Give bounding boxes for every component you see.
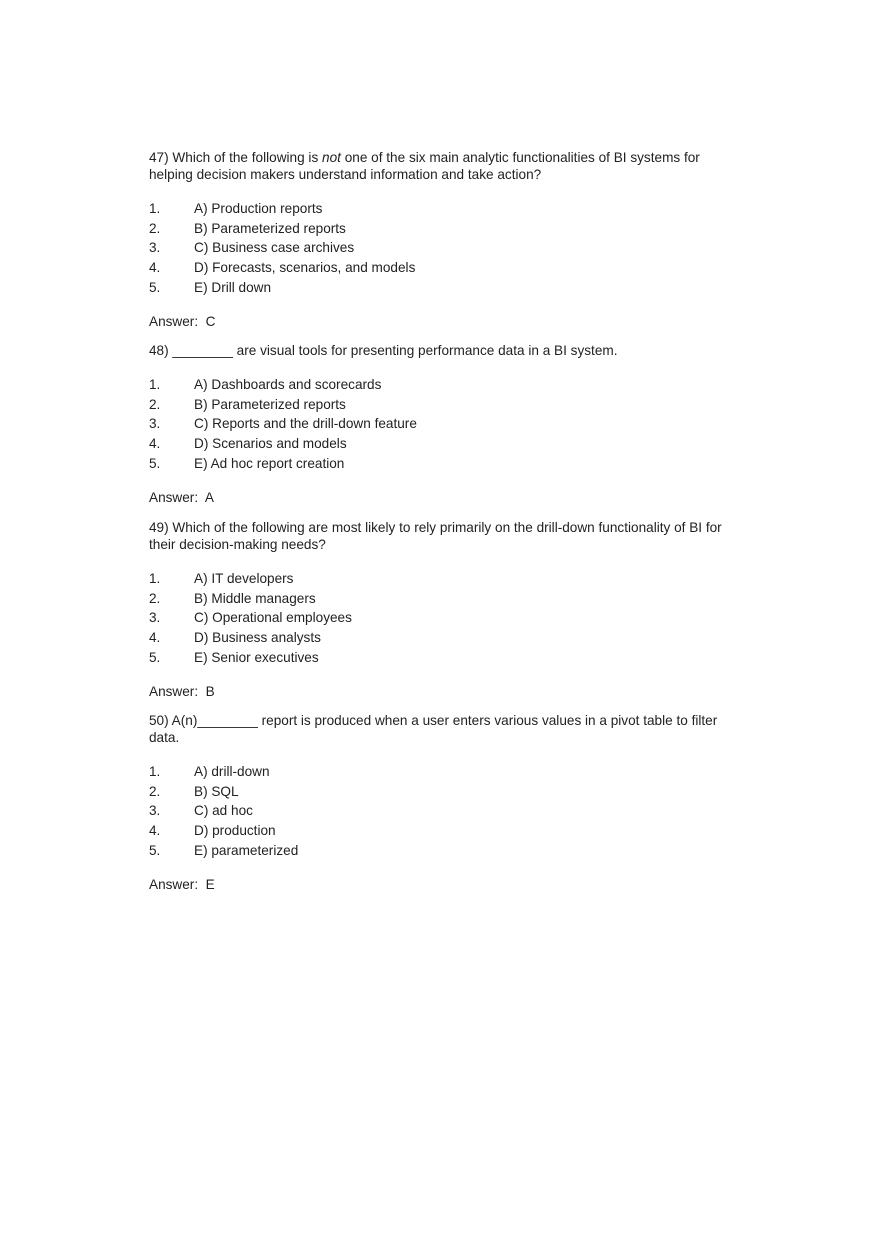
option-text: A) drill-down bbox=[194, 764, 270, 779]
list-item bbox=[149, 434, 739, 454]
option-text: A) Dashboards and scorecards bbox=[194, 377, 382, 392]
list-item bbox=[149, 821, 739, 841]
list-item bbox=[149, 414, 739, 434]
question-stem-text: 48) ________ are visual tools for presenting performance data in a BI system. bbox=[149, 343, 618, 358]
question-stem bbox=[149, 149, 739, 183]
option-number: 2. bbox=[149, 783, 161, 799]
question-stem-text: 50) A(n)________ report is produced when a user enters various values in a pivot table to filter data. bbox=[149, 713, 718, 745]
question-49 bbox=[149, 519, 739, 700]
option-number: 5. bbox=[149, 649, 161, 665]
option-text: C) Operational employees bbox=[194, 610, 352, 626]
answer-text: Answer: A bbox=[149, 490, 214, 506]
question-stem bbox=[149, 712, 739, 746]
option-list bbox=[149, 762, 739, 860]
option-list bbox=[149, 375, 739, 473]
option-text: A) Production reports bbox=[194, 201, 323, 216]
question-stem-text: one of the six main analytic functionalities of BI systems for helping decision makers understand information and take action? bbox=[149, 150, 700, 182]
question-48 bbox=[149, 342, 739, 506]
option-number: 5. bbox=[149, 279, 161, 295]
question-stem bbox=[149, 519, 739, 553]
option-number: 4. bbox=[149, 260, 161, 276]
option-number: 1. bbox=[149, 764, 161, 779]
list-item bbox=[149, 628, 739, 648]
option-text: E) parameterized bbox=[194, 842, 299, 858]
question-stem-text: 49) Which of the following are most likely to rely primarily on the drill-down functionality of BI for their decision-making needs? bbox=[149, 520, 722, 552]
option-text: D) production bbox=[194, 823, 276, 839]
list-item bbox=[149, 841, 739, 861]
option-text: D) Forecasts, scenarios, and models bbox=[194, 260, 416, 276]
answer-text: Answer: C bbox=[149, 314, 216, 330]
list-item bbox=[149, 278, 739, 298]
option-number: 3. bbox=[149, 803, 161, 819]
list-item bbox=[149, 395, 739, 415]
option-text: B) SQL bbox=[194, 783, 239, 799]
option-text: D) Scenarios and models bbox=[194, 436, 347, 452]
list-item bbox=[149, 454, 739, 474]
option-number: 5. bbox=[149, 842, 161, 858]
option-number: 1. bbox=[149, 571, 161, 586]
option-number: 2. bbox=[149, 220, 161, 236]
option-number: 4. bbox=[149, 630, 161, 646]
option-number: 5. bbox=[149, 455, 161, 471]
option-text: C) ad hoc bbox=[194, 803, 253, 819]
option-number: 1. bbox=[149, 201, 161, 216]
list-item bbox=[149, 258, 739, 278]
list-item bbox=[149, 199, 739, 219]
option-text: E) Senior executives bbox=[194, 649, 319, 665]
list-item bbox=[149, 589, 739, 609]
option-text: B) Middle managers bbox=[194, 590, 316, 606]
list-item bbox=[149, 375, 739, 395]
question-50 bbox=[149, 712, 739, 893]
option-text: C) Reports and the drill-down feature bbox=[194, 416, 417, 432]
list-item bbox=[149, 569, 739, 589]
option-number: 2. bbox=[149, 396, 161, 412]
question-stem bbox=[149, 342, 739, 359]
option-number: 4. bbox=[149, 436, 161, 452]
question-stem-text: 47) Which of the following is bbox=[149, 150, 323, 165]
question-47 bbox=[149, 149, 739, 330]
option-number: 4. bbox=[149, 823, 161, 839]
option-text: E) Ad hoc report creation bbox=[194, 455, 345, 471]
option-list bbox=[149, 199, 739, 297]
list-item bbox=[149, 238, 739, 258]
option-number: 2. bbox=[149, 590, 161, 606]
list-item bbox=[149, 608, 739, 628]
list-item bbox=[149, 648, 739, 668]
list-item bbox=[149, 801, 739, 821]
option-number: 3. bbox=[149, 610, 161, 626]
answer-text: Answer: B bbox=[149, 684, 215, 700]
option-text: D) Business analysts bbox=[194, 630, 321, 646]
option-list bbox=[149, 569, 739, 667]
option-text: E) Drill down bbox=[194, 279, 272, 295]
list-item bbox=[149, 762, 739, 782]
question-stem-emphasis: not bbox=[322, 150, 341, 165]
option-text: B) Parameterized reports bbox=[194, 396, 346, 412]
list-item bbox=[149, 219, 739, 239]
option-text: B) Parameterized reports bbox=[194, 220, 346, 236]
option-number: 3. bbox=[149, 240, 161, 256]
list-item bbox=[149, 782, 739, 802]
answer-text: Answer: E bbox=[149, 877, 215, 893]
option-text: C) Business case archives bbox=[194, 240, 355, 256]
option-text: A) IT developers bbox=[194, 571, 294, 586]
option-number: 3. bbox=[149, 416, 161, 432]
option-number: 1. bbox=[149, 377, 161, 392]
